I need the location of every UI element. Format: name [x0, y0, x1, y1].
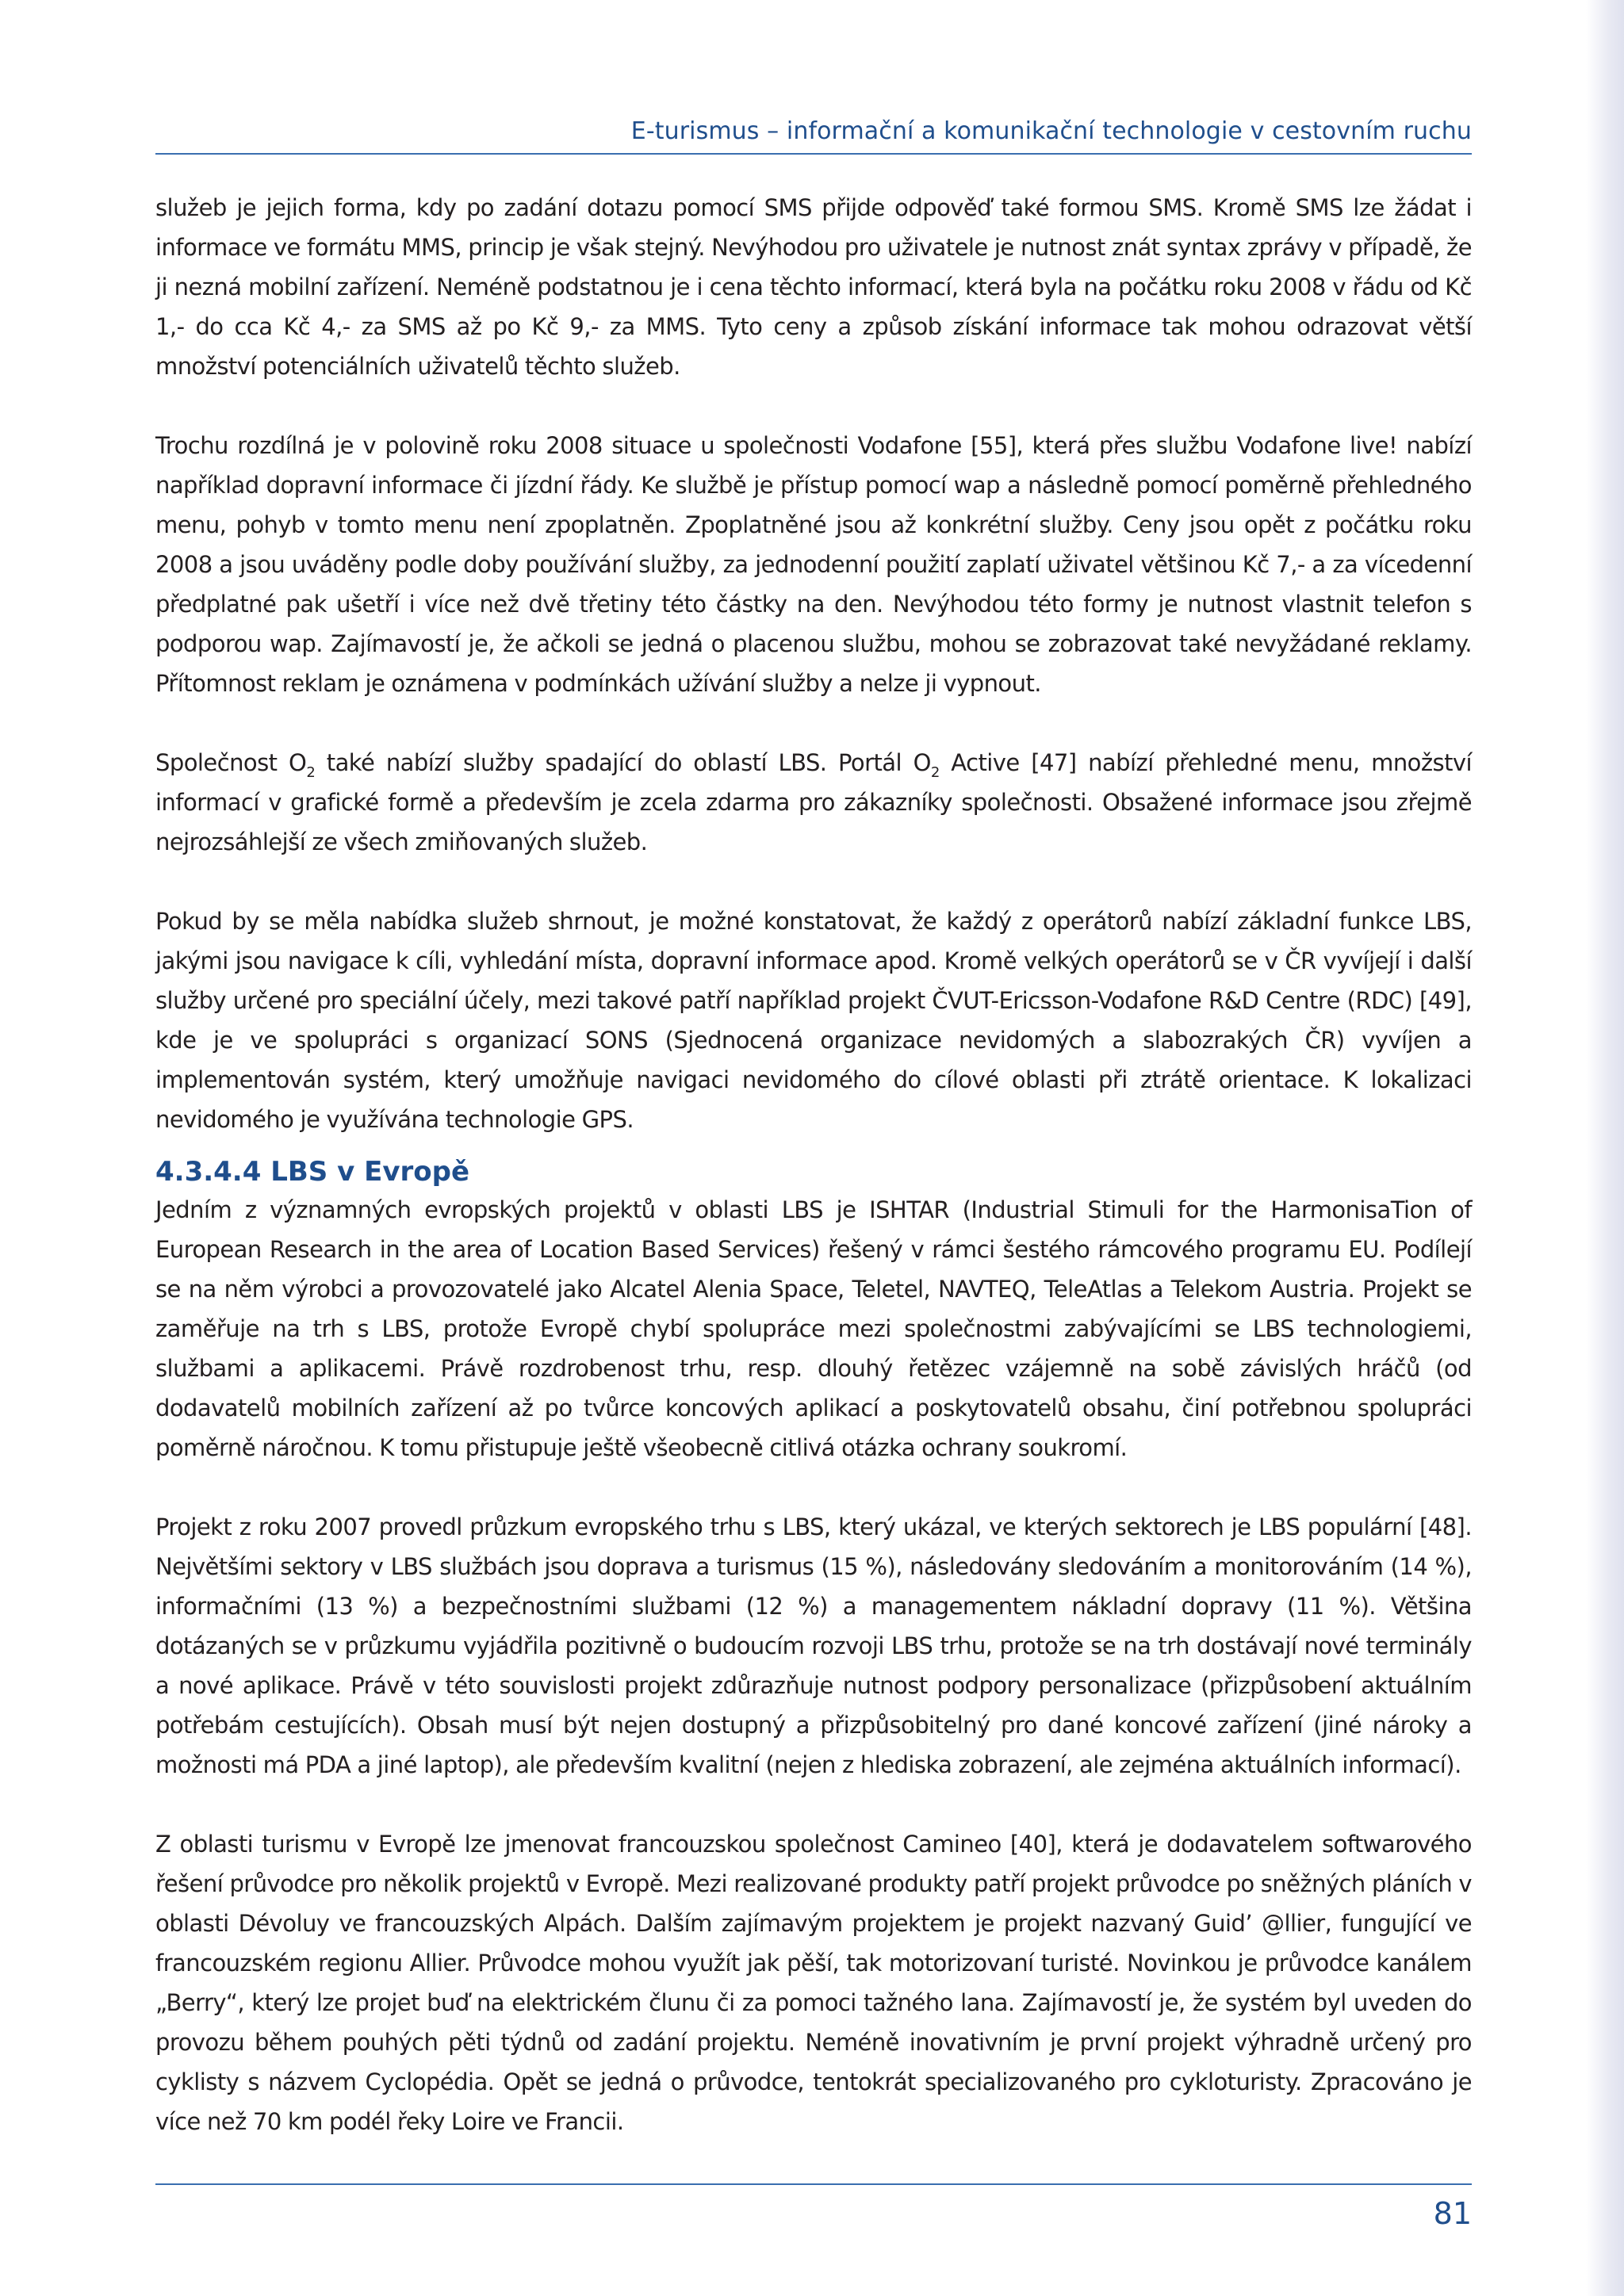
- o2-subscript-2: 2: [930, 764, 940, 781]
- paragraph-vodafone: Trochu rozdílná je v polovině roku 2008 situace u společnosti Vodafone [55], která přes službu Vodafone live! nabízí například dopravní informace či jízdní řády. Ke službě je přístup pomocí wap a následně pomocí poměrně přehledného menu, pohyb v tomto menu není zpoplatněn. Zpoplatněné jsou až konkrétní služby. Ceny jsou opět z počátku roku 2008 a jsou uváděny podle doby používání služby, za jednodenní použití zaplatí uživatel většinou Kč 7,- a za vícedenní předplatné pak ušetří i více než dvě třetiny této částky na den. Nevýhodou této formy je nutnost vlastnit telefon s podporou wap. Zajímavostí je, že ačkoli se jedná o placenou službu, mohou se zobrazovat také nevyžádané reklamy. Přítomnost reklam je oznámena v podmínkách užívání služby a nelze ji vypnout.: [155, 432, 1472, 697]
- paragraph-market-survey: Projekt z roku 2007 provedl průzkum evropského trhu s LBS, který ukázal, ve kterých sektorech je LBS populární [48]. Největšími sektory v LBS službách jsou doprava a turismus (15 %), následovány sledováním a monitorováním (14 %), informačními (13 %) a bezpečnostními službami (12 %) a managementem nákladní dopravy (11 %). Většina dotázaných se v průzkumu vyjádřila pozitivně o budoucím rozvoji LBS trhu, protože se na trh dostávají nové terminály a nové aplikace. Právě v této souvislosti projekt zdůrazňuje nutnost podpory personalizace (přizpůsobení aktuálním potřebám cestujících). Obsah musí být nejen dostupný a přizpůsobitelný pro dané koncové zařízení (jiné nároky a možnosti má PDA a jiné laptop), ale především kvalitní (nejen z hlediska zobrazení, ale zejména aktuálních informací).: [155, 1513, 1472, 1778]
- page-number: 81: [1433, 2196, 1472, 2231]
- page-edge-shading: [1586, 0, 1624, 2296]
- footer-rule: [155, 2183, 1472, 2185]
- paragraph-sms-services: služeb je jejich forma, kdy po zadání dotazu pomocí SMS přijde odpověď také formou SMS. Kromě SMS lze žádat i informace ve formátu MMS, princip je však stejný. Nevýhodou pro uživatele je nutnost znát syntax zprávy v případě, že ji nezná mobilní zařízení. Neméně podstatnou je i cena těchto informací, která byla na počátku roku 2008 v řádu od Kč 1,- do cca Kč 4,- za SMS až po Kč 9,- za MMS. Tyto ceny a způsob získání informace tak mohou odrazovat větší množství potenciálních uživatelů těchto služeb.: [155, 194, 1472, 380]
- o2-text-part-1: Společnost O: [155, 749, 307, 776]
- paragraph-summary: Pokud by se měla nabídka služeb shrnout, je možné konstatovat, že každý z operátorů nabízí základní funkce LBS, jakými jsou navigace k cíli, vyhledání místa, dopravní informace apod. Kromě velkých operátorů se v ČR vyvíjejí i další služby určené pro speciální účely, mezi takové patří například projekt ČVUT-Ericsson-Vodafone R&D Centre (RDC) [49], kde je ve spolupráci s organizací SONS (Sjednocená organizace nevidomých a slabozrakých ČR) vyvíjen a implementován systém, který umožňuje navigaci nevidomého do cílové oblasti při ztrátě orientace. K lokalizaci nevidomého je využívána technologie GPS.: [155, 908, 1472, 1133]
- running-header: E-turismus – informační a komunikační technologie v cestovním ruchu: [630, 117, 1472, 145]
- o2-text-part-2: také nabízí služby spadající do oblastí LBS. Portál O: [315, 749, 931, 776]
- header-rule: [155, 153, 1472, 155]
- section-heading: 4.3.4.4 LBS v Evropě: [155, 1156, 470, 1188]
- o2-text-part-3: Active [47] nabízí přehledné menu, množství informací v grafické formě a především je zcela zdarma pro zákazníky společnosti. Obsažené informace jsou zřejmě nejrozsáhlejší ze všech zmiňovaných služeb.: [155, 749, 1473, 855]
- paragraph-camineo: Z oblasti turismu v Evropě lze jmenovat francouzskou společnost Camineo [40], která je dodavatelem softwarového řešení průvodce pro několik projektů v Evropě. Mezi realizované produkty patří projekt průvodce po sněžných pláních v oblasti Dévoluy ve francouzských Alpách. Dalším zajímavým projektem je projekt nazvaný Guid’ @llier, fungující ve francouzském regionu Allier. Průvodce mohou využít jak pěší, tak motorizovaní turisté. Novinkou je průvodce kanálem „Berry“, který lze projet buď na elektrickém člunu či za pomoci tažného lana. Zajímavostí je, že systém byl uveden do provozu během pouhých pěti týdnů od zadání projektu. Neméně inovativním je první projekt výhradně určený pro cyklisty s názvem Cyclopédia. Opět se jedná o průvodce, tentokrát specializovaného pro cykloturisty. Zpracováno je více než 70 km podél řeky Loire ve Francii.: [155, 1831, 1472, 2135]
- paragraph-o2: [155, 743, 1472, 862]
- paragraph-ishtar: Jedním z významných evropských projektů v oblasti LBS je ISHTAR (Industrial Stimuli for the HarmonisaTion of European Research in the area of Location Based Services) řešený v rámci šestého rámcového programu EU. Podílejí se na něm výrobci a provozovatelé jako Alcatel Alenia Space, Teletel, NAVTEQ, TeleAtlas a Telekom Austria. Projekt se zaměřuje na trh s LBS, protože Evropě chybí spolupráce mezi společnostmi zabývajícími se LBS technologiemi, službami a aplikacemi. Právě rozdrobenost trhu, resp. dlouhý řetězec vzájemně na sobě závislých hráčů (od dodavatelů mobilních zařízení až po tvůrce koncových aplikací a poskytovatelů obsahu, činí potřebnou spolupráci poměrně náročnou. K tomu přistupuje ještě všeobecně citlivá otázka ochrany soukromí.: [155, 1196, 1472, 1461]
- o2-subscript-1: 2: [306, 764, 316, 781]
- page-body: [155, 188, 1472, 2141]
